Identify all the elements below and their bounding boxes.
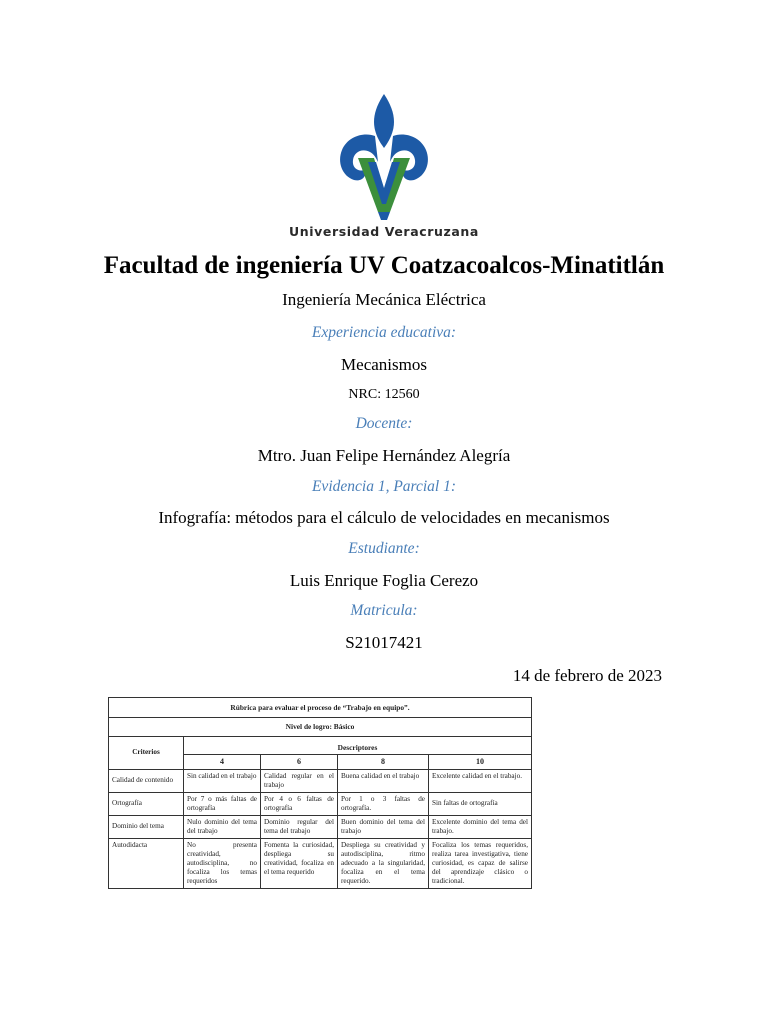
descriptor-cell: Sin faltas de ortografía [429, 792, 532, 815]
descriptor-cell: Dominio regular del tema del trabajo [261, 815, 338, 838]
criterion-cell: Calidad de contenido [109, 769, 184, 792]
descriptor-cell: Nulo dominio del tema del trabajo [184, 815, 261, 838]
criteria-header: Criterios [109, 736, 184, 769]
university-name: Universidad Veracruzana [289, 224, 479, 239]
descriptor-cell: Excelente dominio del tema del trabajo. [429, 815, 532, 838]
nrc: NRC: 12560 [348, 387, 420, 402]
score-header: 8 [338, 754, 429, 769]
evidencia-label: Evidencia 1, Parcial 1: [311, 478, 457, 495]
docente-value: Mtro. Juan Felipe Hernández Alegría [257, 446, 511, 465]
score-header: 4 [184, 754, 261, 769]
descriptor-cell: Fomenta la curiosidad, despliega su creatividad, focaliza en el tema requerido [261, 838, 338, 888]
ee-value: Mecanismos [341, 355, 427, 374]
descriptors-header: Descriptores [184, 736, 532, 754]
table-row [109, 792, 532, 815]
descriptor-cell: Sin calidad en el trabajo [184, 769, 261, 792]
career-name: Ingeniería Mecánica Eléctrica [282, 290, 486, 309]
table-row [109, 815, 532, 838]
score-header: 6 [261, 754, 338, 769]
criterion-cell: Autodidacta [109, 838, 184, 888]
descriptor-cell: Despliega su creatividad y autodisciplina, ritmo adecuado a la singularidad, focaliza en el tema requerido. [338, 838, 429, 888]
universidad-veracruzana-logo-icon [334, 92, 434, 222]
descriptor-cell: Calidad regular en el trabajo [261, 769, 338, 792]
rubric-table [108, 697, 532, 889]
evidencia-value: Infografía: métodos para el cálculo de velocidades en mecanismos [158, 508, 610, 527]
descriptor-cell: Buen dominio del tema del trabajo [338, 815, 429, 838]
table-row [109, 769, 532, 792]
descriptor-cell: Por 1 o 3 faltas de ortografía. [338, 792, 429, 815]
ee-label: Experiencia educativa: [311, 324, 457, 341]
score-header: 10 [429, 754, 532, 769]
table-row [109, 838, 532, 888]
faculty-title: Facultad de ingeniería UV Coatzacoalcos-Minatitlán [103, 252, 665, 279]
criterion-cell: Ortografía [109, 792, 184, 815]
descriptor-cell: Por 7 o más faltas de ortografía [184, 792, 261, 815]
matricula-label: Matricula: [350, 602, 418, 619]
document-date: 14 de febrero de 2023 [512, 666, 662, 685]
rubric-level: Nivel de logro: Básico [109, 718, 532, 736]
rubric-title: Rúbrica para evaluar el proceso de “Trabajo en equipo”. [109, 698, 532, 718]
estudiante-label: Estudiante: [348, 540, 420, 557]
docente-label: Docente: [355, 415, 413, 432]
estudiante-value: Luis Enrique Foglia Cerezo [289, 571, 479, 590]
descriptor-cell: Buena calidad en el trabajo [338, 769, 429, 792]
matricula-value: S21017421 [345, 633, 423, 652]
descriptor-cell: Excelente calidad en el trabajo. [429, 769, 532, 792]
descriptor-cell: No presenta creatividad, autodisciplina, no focaliza los temas requeridos [184, 838, 261, 888]
descriptor-cell: Por 4 o 6 faltas de ortografía [261, 792, 338, 815]
descriptor-cell: Focaliza los temas requeridos, realiza tarea investigativa, tiene curiosidad, es capaz de salirse del aprendizaje clásico o tradicional. [429, 838, 532, 888]
criterion-cell: Dominio del tema [109, 815, 184, 838]
